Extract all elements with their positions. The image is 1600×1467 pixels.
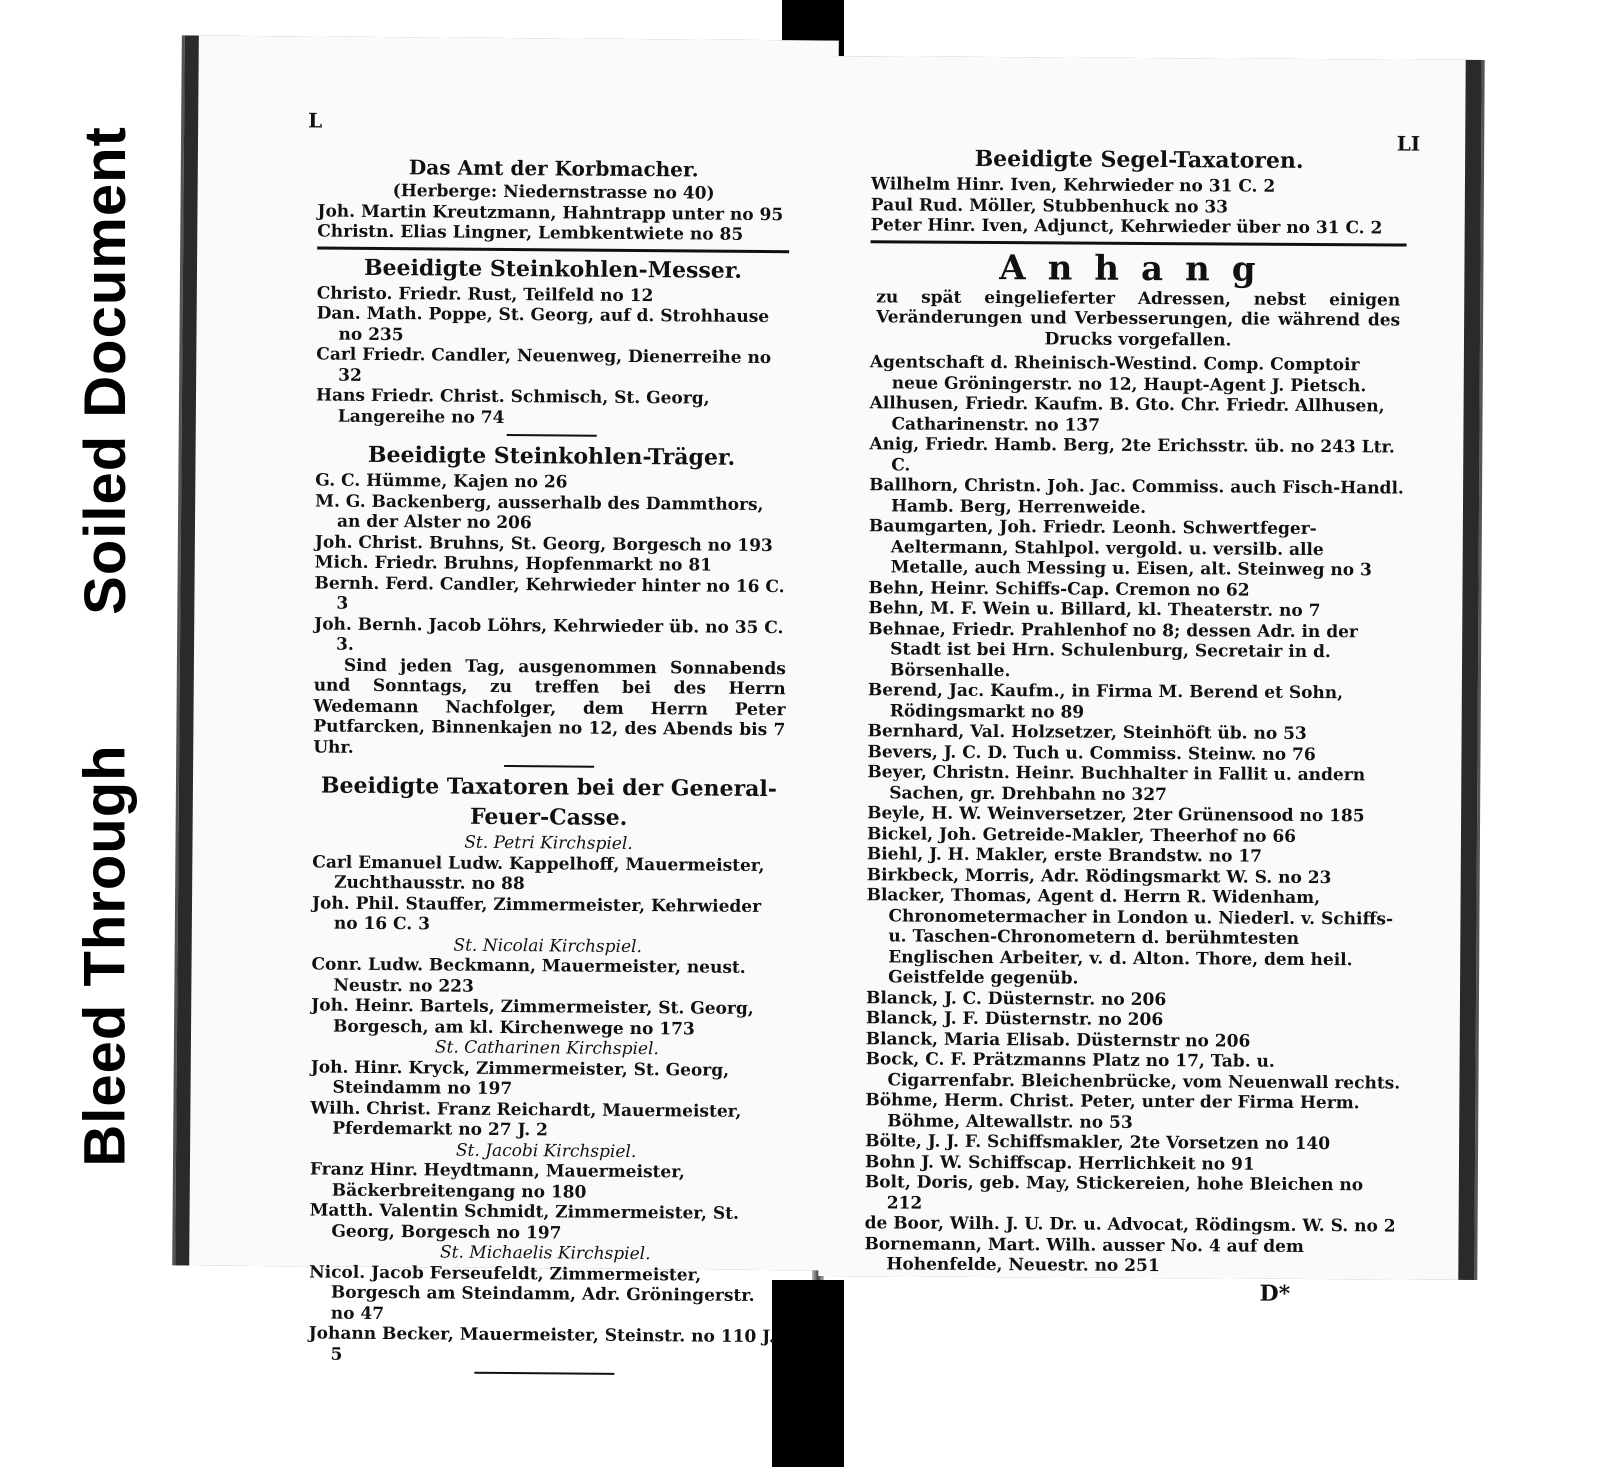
- anhang-entry: Behnae, Friedr. Prahlenhof no 8; dessen Adr. in der Stadt ist bei Hrn. Schulenburg, Secretair in d. Börsenhalle.: [868, 618, 1358, 681]
- kirchspiel-heading: St. Michaelis Kirchspiel.: [439, 1242, 651, 1265]
- left-page-number: L: [308, 108, 323, 133]
- right-page-number: LI: [1396, 131, 1421, 156]
- left-page: [175, 35, 839, 1365]
- segel-entry: Peter Hinr. Iven, Adjunct, Kehrwieder über no 31 C. 2: [870, 215, 1383, 239]
- anhang-list: [864, 352, 1406, 1278]
- messer-entry: Dan. Math. Poppe, St. Georg, auf d. Strohhause no 235: [316, 303, 770, 345]
- taxator-entry: Carl Emanuel Ludw. Kappelhoff, Mauermeister, Zuchthausstr. no 88: [312, 851, 765, 895]
- anhang-entry: Bolt, Doris, geb. May, Stickereien, hohe Bleichen no 212: [864, 1172, 1364, 1214]
- taxator-entry: Joh. Heinr. Bartels, Zimmermeister, St. Georg, Borgesch, am kl. Kirchenwege no 173: [311, 995, 754, 1039]
- messer-entry: Carl Friedr. Candler, Neuenweg, Dienerreihe no 32: [316, 344, 772, 386]
- messer-title: Beeidigte Steinkohlen-Messer.: [363, 254, 743, 284]
- anhang-entry: Blanck, J. F. Düsternstr. no 206: [865, 1008, 1164, 1031]
- taxator-entry: Johann Becker, Mauermeister, Steinstr. no 110 J. 5: [308, 1323, 775, 1365]
- bleed-through-text: Bleed Through: [72, 743, 138, 1167]
- soiled-document-label: [45, 90, 165, 650]
- anhang-entry: Beyle, H. W. Weinversetzer, 2ter Grünensood no 185: [867, 803, 1365, 827]
- anhang-entry: Böhme, Herm. Christ. Peter, unter der Firma Herm. Böhme, Altewallstr. no 53: [865, 1090, 1360, 1133]
- segel-entry: Paul Rud. Möller, Stubbenhuck no 33: [870, 194, 1229, 217]
- anhang-entry: Bock, C. F. Prätzmanns Platz no 17, Tab. u. Cigarrenfabr. Bleichenbrücke, vom Neuenwall rechts.: [865, 1049, 1401, 1094]
- soiled-document-text: Soiled Document: [72, 125, 138, 615]
- anhang-entry: Baumgarten, Joh. Friedr. Leonh. Schwertfeger-Aeltermann, Stahlpol. vergold. u. versilb. alle Metalle, auch Messing u. Eisen, alt. Steinweg no 3: [868, 516, 1372, 581]
- anhang-entry: Allhusen, Friedr. Kaufm. B. Gto. Chr. Friedr. Allhusen, Catharinenstr. no 137: [869, 393, 1385, 436]
- traeger-entry: G. C. Hümme, Kajen no 26: [315, 470, 568, 493]
- traeger-entry: Joh. Christ. Bruhns, St. Georg, Borgesch no 193: [314, 531, 773, 556]
- amt-list: [317, 201, 789, 246]
- anhang-entry: Berend, Jac. Kaufm., in Firma M. Berend et Sohn, Rödingsmarkt no 89: [867, 680, 1344, 723]
- taxator-entry: Joh. Phil. Stauffer, Zimmermeister, Kehrwieder no 16 C. 3: [311, 892, 762, 935]
- anhang-entry: Bölte, J. J. F. Schiffsmakler, 2te Vorsetzen no 140: [865, 1131, 1331, 1155]
- taxator-entry: Conr. Ludw. Beckmann, Mauermeister, neust. Neustr. no 223: [311, 954, 746, 997]
- traeger-entry: M. G. Backenberg, ausserhalb des Dammthors, an der Alster no 206: [315, 490, 764, 534]
- short-divider: [504, 765, 594, 768]
- short-divider: [507, 434, 597, 437]
- messer-list: [316, 283, 789, 430]
- right-page: [818, 56, 1481, 1307]
- anhang-entry: Anig, Friedr. Hamb. Berg, 2te Erichsstr. üb. no 243 Ltr. C.: [869, 434, 1395, 476]
- taxatoren-title-line-2: Feuer-Casse.: [469, 803, 628, 831]
- taxatoren-title-line-1: Beeidigte Taxatoren bei der General-: [320, 772, 778, 803]
- taxator-entry: Matth. Valentin Schmidt, Zimmermeister, St. Georg, Borgesch no 197: [309, 1200, 740, 1243]
- short-divider: [474, 1372, 614, 1375]
- amt-entry: Joh. Martin Kreutzmann, Hahntrapp unter no 95: [317, 200, 784, 225]
- amt-entry: Christn. Elias Lingner, Lembkentwiete no 85: [317, 221, 744, 245]
- amt-title: Das Amt der Korbmacher.: [408, 155, 699, 182]
- taxator-entry: Franz Hinr. Heydtmann, Mauermeister, Bäckerbreitengang no 180: [309, 1159, 685, 1203]
- anhang-entry: de Boor, Wilh. J. U. Dr. u. Advocat, Rödingsm. W. S. no 2: [864, 1213, 1396, 1237]
- messer-entry: Christo. Friedr. Rust, Teilfeld no 12: [316, 282, 654, 306]
- traeger-note: Sind jeden Tag, ausgenommen Sonnabends und Sonntags, zu treffen bei des Herrn Wedemann Nachfolger, dem Herrn Peter Putfarcken, Binnenkajen no 12, des Abends bis 7 Uhr.: [313, 655, 786, 758]
- kirchspiel-heading: St. Petri Kirchspiel.: [464, 832, 633, 854]
- taxator-entry: Joh. Hinr. Kryck, Zimmermeister, St. Georg, Steindamm no 197: [310, 1056, 730, 1100]
- anhang-entry: Bernhard, Val. Holzsetzer, Steinhöft üb. no 53: [867, 721, 1307, 744]
- anhang-entry: Birkbeck, Morris, Adr. Rödingsmarkt W. S. no 23: [866, 864, 1332, 888]
- anhang-entry: Blacker, Thomas, Agent d. Herrn R. Widenham, Chronometermacher in London u. Niederl. v. Schiffs- u. Taschen-Chronometern d. berühmtesten Englischen Arbeiter, v. d. Alton. Thore, dem heil. Geistfelde gegenüb.: [866, 885, 1394, 989]
- anhang-entry: Beyer, Christn. Heinr. Buchhalter in Fallit u. andern Sachen, gr. Drehbahn no 327: [867, 762, 1366, 805]
- kirchspiel-heading: St. Jacobi Kirchspiel.: [455, 1140, 637, 1162]
- anhang-entry: Blanck, Maria Elisab. Düsternstr no 206: [865, 1028, 1251, 1052]
- signature-mark: D*: [1259, 1280, 1291, 1307]
- kirchspiel-sections: [308, 831, 784, 1368]
- anhang-entry: Behn, Heinr. Schiffs-Cap. Cremon no 62: [868, 577, 1250, 601]
- taxator-entry: Wilh. Christ. Franz Reichardt, Mauermeister, Pferdemarkt no 27 J. 2: [310, 1097, 742, 1141]
- anhang-entry: Bornemann, Mart. Wilh. ausser No. 4 auf dem Hohenfelde, Neuestr. no 251: [864, 1233, 1304, 1277]
- right-page-body: [840, 142, 1435, 1305]
- anhang-entry: Ballhorn, Christn. Joh. Jac. Commiss. auch Fisch-Handl. Hamb. Berg, Herrenweide.: [869, 475, 1404, 518]
- anhang-subtitle: zu spät eingelieferter Adressen, nebst einigen Veränderungen und Verbesserungen, die während des Drucks vorgefallen.: [876, 286, 1401, 350]
- traeger-title: Beeidigte Steinkohlen-Träger.: [367, 441, 736, 471]
- left-page-body: [284, 154, 818, 1382]
- anhang-entry: Bohn J. W. Schiffscap. Herrlichkeit no 91: [864, 1151, 1255, 1175]
- taxator-entry: Nicol. Jacob Ferseufeldt, Zimmermeister, Borgesch am Steindamm, Adr. Gröningerstr. no 47: [309, 1261, 755, 1324]
- traeger-list: [314, 470, 787, 658]
- amt-subtitle: (Herberge: Niedernstrasse no 40): [392, 181, 715, 204]
- traeger-entry: Bernh. Ferd. Candler, Kehrwieder hinter no 16 C. 3: [314, 572, 785, 614]
- anhang-entry: Biehl, J. H. Makler, erste Brandstw. no 17: [866, 844, 1263, 867]
- anhang-entry: Blanck, J. C. Düsternstr. no 206: [865, 987, 1167, 1010]
- traeger-entry: Joh. Bernh. Jacob Löhrs, Kehrwieder üb. no 35 C. 3.: [314, 613, 784, 655]
- anhang-entry: Bickel, Joh. Getreide-Makler, Theerhof no 66: [866, 823, 1297, 847]
- divider: [317, 246, 789, 253]
- segel-list: [871, 174, 1407, 239]
- anhang-entry: Behn, M. F. Wein u. Billard, kl. Theaterstr. no 7: [868, 598, 1321, 622]
- kirchspiel-heading: St. Catharinen Kirchspiel.: [434, 1037, 659, 1060]
- kirchspiel-heading: St. Nicolai Kirchspiel.: [453, 935, 642, 957]
- segel-title: Beeidigte Segel-Taxatoren.: [974, 145, 1304, 174]
- anhang-entry: Bevers, J. C. D. Tuch u. Commiss. Steinw. no 76: [867, 741, 1316, 765]
- divider: [871, 240, 1407, 246]
- messer-entry: Hans Friedr. Christ. Schmisch, St. Georg, Langereihe no 74: [315, 385, 710, 428]
- bleed-through-label: [45, 710, 165, 1200]
- traeger-entry: Mich. Friedr. Bruhns, Hopfenmarkt no 81: [314, 552, 713, 576]
- anhang-entry: Agentschaft d. Rheinisch-Westind. Comp. Comptoir neue Gröningerstr. no 12, Haupt-Agent J. Pietsch.: [869, 352, 1367, 396]
- anhang-title: Anhang: [999, 247, 1278, 290]
- segel-entry: Wilhelm Hinr. Iven, Kehrwieder no 31 C. 2: [870, 174, 1276, 197]
